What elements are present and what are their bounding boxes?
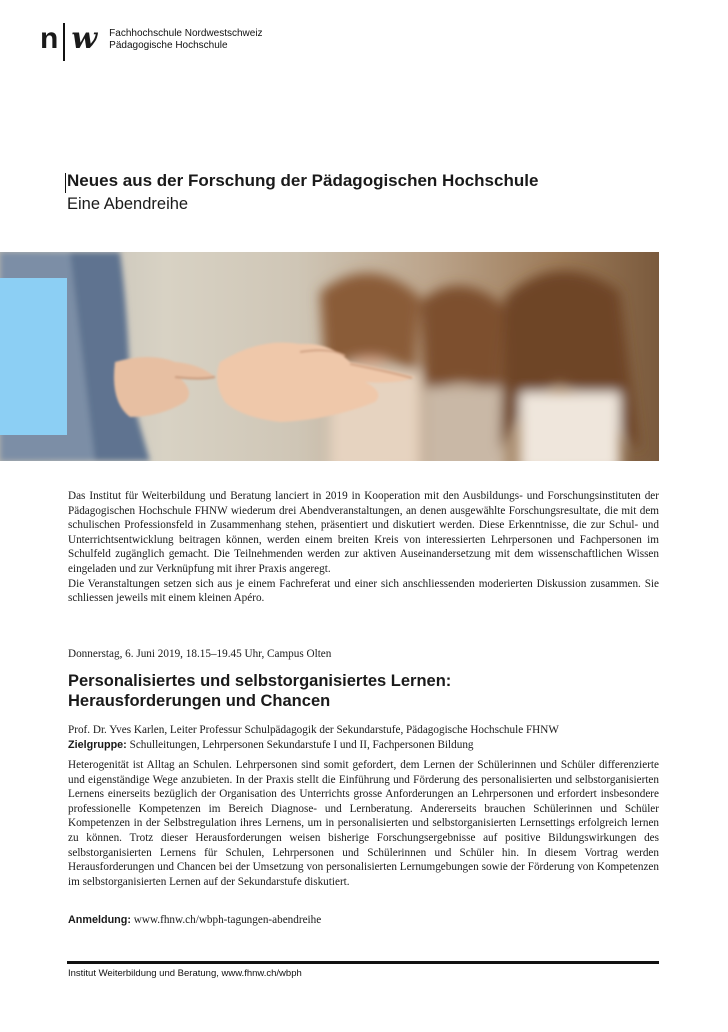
text-cursor	[65, 173, 66, 193]
intro-paragraph-2: Die Veranstaltungen setzen sich aus je einem Fachreferat und einer sich anschliessenden moderierten Diskussion zusammen. Sie schliessen jeweils mit einem kleinen Apéro.	[68, 577, 659, 605]
logo-divider	[63, 23, 65, 61]
event-audience	[68, 738, 668, 753]
institution-line-2: Pädagogische Hochschule	[109, 40, 228, 51]
registration-link[interactable]: www.fhnw.ch/wbph-tagungen-abendreihe	[130, 914, 322, 926]
logo-mark	[40, 20, 97, 58]
audience-value: Schulleitungen, Lehrpersonen Sekundarstufe I und II, Fachpersonen Bildung	[126, 739, 474, 751]
audience-label: Zielgruppe:	[68, 739, 127, 751]
event-title-line-2: Herausforderungen und Chancen	[68, 692, 331, 710]
institution-name	[109, 28, 262, 52]
registration-label: Anmeldung:	[68, 914, 131, 926]
page-title: Neues aus der Forschung der Pädagogischen Hochschule	[67, 171, 539, 190]
event-abstract: Heterogenität ist Alltag an Schulen. Lehrpersonen sind somit gefordert, dem Lernen der Schülerinnen und Schüler differenzierte und eigenständige Wege anzubieten. In der Praxis stellt die Einführung und Förderung des personalisierten und selbstorganisierten Lernens einerseits bezüglich der Organisation des Unterrichts grosse Anforderungen an Lehrpersonen und erfordert insbesondere professionelle Kompetenzen im Bereich Diagnose- und Lernberatung. Andererseits brauchen Schülerinnen und Schüler Kompetenzen in der Selbstregulation ihres Lernens, um in personalisierten und selbstorganisierten Lernsettings erfolgreich lernen zu können. Trotz dieser Herausforderungen weisen bisherige Forschungsergebnisse auf positive Bildungswirkungen des selbstorganisierten Lernens für Schulen, Lehrpersonen und Schülerinnen und Schüler hin. In diesem Vortrag werden Herausforderungen und Chancen bei der Umsetzung von personalisierten Lernumgebungen sowie der Förderung von Kompetenzen im selbstorganisierten Lernen auf der Sekundarstufe diskutiert.	[68, 759, 659, 888]
intro-text	[68, 489, 659, 606]
event-title	[68, 671, 659, 711]
fhnw-logo	[40, 20, 263, 58]
event-speaker: Prof. Dr. Yves Karlen, Leiter Professur Schulpädagogik der Sekundarstufe, Pädagogische Hochschule FHNW	[68, 724, 559, 736]
hero-illustration	[0, 252, 659, 461]
hero-image	[0, 252, 659, 461]
logo-letter-w: w	[71, 21, 98, 56]
footer-text: Institut Weiterbildung und Beratung, www.fhnw.ch/wbph	[68, 968, 302, 979]
logo-letter-n: n	[40, 22, 59, 55]
event-title-line-1: Personalisiertes und selbstorganisiertes Lernen:	[68, 672, 452, 690]
page-subtitle: Eine Abendreihe	[67, 195, 189, 213]
accent-blue-box	[0, 278, 67, 435]
institution-line-1: Fachhochschule Nordwestschweiz	[109, 28, 263, 39]
registration-line	[68, 914, 321, 926]
event-date: Donnerstag, 6. Juni 2019, 18.15–19.45 Uhr, Campus Olten	[68, 648, 332, 660]
title-block	[67, 170, 538, 215]
footer-rule	[67, 961, 659, 964]
intro-paragraph-1: Das Institut für Weiterbildung und Beratung lanciert in 2019 in Kooperation mit den Ausbildungs- und Forschungsinstituten der Pädagogischen Hochschule FHNW wiederum drei Abendveranstaltungen, an denen ausgewählte Forschungsresultate, die mit dem schulischen Professionsfeld in Zusammenhang stehen, präsentiert und diskutiert werden. Diese Erkenntnisse, die zur Schul- und Unterrichtsentwicklung beitragen können, werden einem breiten Kreis von interessierten Lehrpersonen und Fachpersonen im Schulfeld zugänglich gemacht. Die Teilnehmenden werden zur aktiven Auseinandersetzung mit dem wissenschaftlichen Wissen eingeladen und zur Verknüpfung mit ihrer Praxis angeregt.	[68, 490, 659, 575]
